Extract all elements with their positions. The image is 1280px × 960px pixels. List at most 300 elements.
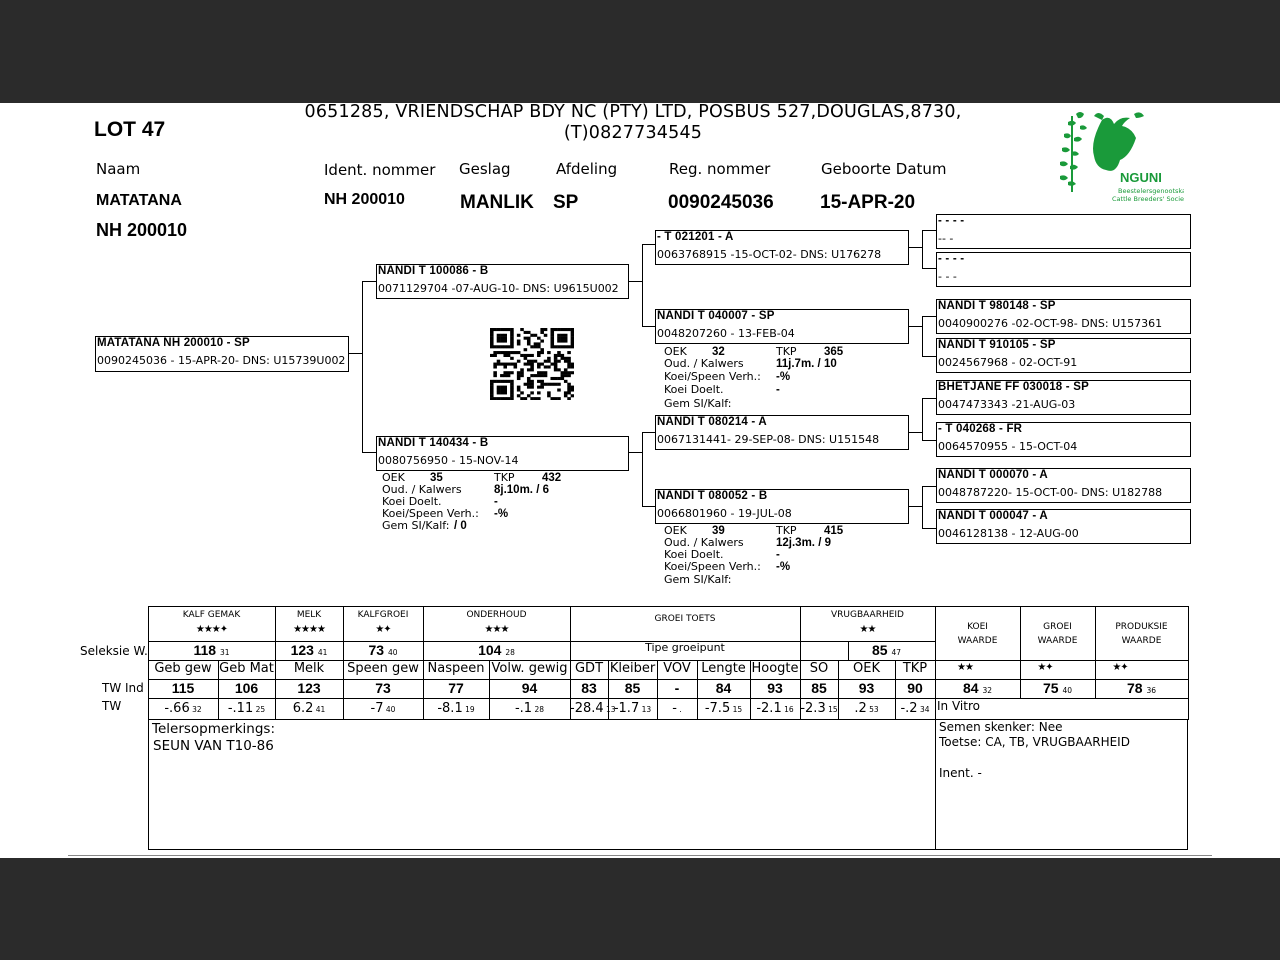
sel-kalfgroei-value: 73 40 <box>368 642 398 658</box>
qr-module <box>517 340 521 343</box>
qr-module <box>530 365 534 368</box>
qr-module <box>540 351 544 354</box>
qr-module <box>550 345 554 348</box>
qr-module <box>527 394 531 397</box>
twind-value: 84 <box>715 680 732 696</box>
col-header-text: TKP <box>902 661 928 676</box>
connector <box>362 452 377 453</box>
qr-module <box>500 337 504 340</box>
qr-module <box>507 328 511 331</box>
qr-module <box>520 371 524 374</box>
qr-module <box>537 363 541 366</box>
qr-module <box>540 386 544 389</box>
qr-module <box>544 360 548 363</box>
qr-module <box>550 337 554 340</box>
twind-value: 85 <box>811 680 827 696</box>
qr-module <box>520 391 524 394</box>
qr-module <box>554 377 558 380</box>
qr-module <box>500 345 504 348</box>
qr-module <box>500 340 504 343</box>
qr-module <box>503 328 507 331</box>
qr-module <box>534 374 538 377</box>
qr-module <box>524 397 528 400</box>
qr-module <box>490 334 494 337</box>
qr-module <box>524 383 528 386</box>
waarde-header-koei <box>935 606 1021 661</box>
qr-module <box>507 363 511 366</box>
label-afdeling: Afdeling <box>556 160 618 178</box>
qr-module <box>510 342 514 345</box>
qr-module <box>571 394 574 397</box>
qr-module <box>530 334 534 337</box>
qr-module <box>557 360 561 363</box>
qr-module <box>550 383 554 386</box>
qr-module <box>547 394 551 397</box>
inent-note: Inent. - <box>939 766 982 780</box>
qr-module <box>571 371 574 374</box>
owner-line-2: (T)0827734545 <box>563 123 703 143</box>
qr-module <box>517 360 521 363</box>
qr-module <box>524 354 528 357</box>
qr-module <box>507 354 511 357</box>
koei-waarde-l1: KOEI <box>967 622 988 632</box>
value-reg: 0090245036 <box>668 192 774 213</box>
qr-module <box>554 365 558 368</box>
qr-module <box>540 328 544 331</box>
qr-module <box>514 351 518 354</box>
prod-waarde-l1: PRODUKSIE <box>1115 622 1168 632</box>
owner-address <box>250 102 1016 144</box>
col-header-text: Geb Mat <box>219 661 274 676</box>
qr-module <box>527 354 531 357</box>
qr-module <box>530 360 534 363</box>
qr-module <box>497 328 501 331</box>
qr-module <box>544 374 548 377</box>
col-header-text: Volw. gewig <box>491 661 568 676</box>
qr-module <box>564 380 568 383</box>
qr-module <box>500 328 504 331</box>
tw-value: -.66 32 <box>164 701 202 716</box>
remarks-divider <box>935 719 936 850</box>
qr-module <box>510 388 514 391</box>
qr-module <box>493 365 497 368</box>
dam-sire-box: NANDI T 080214 - A 0067131441- 29-SEP-08- DNS: U151548 <box>655 415 909 450</box>
label-geboorte: Geboorte Datum <box>821 160 947 178</box>
qr-module <box>493 380 497 383</box>
sel-melk-value: 123 41 <box>290 642 328 658</box>
qr-module <box>571 334 574 337</box>
group-vrug: VRUGBAARHEID <box>830 610 904 620</box>
qr-module <box>567 388 571 391</box>
svg-text:Cattle Breeders' Society: Cattle Breeders' Society <box>1112 195 1184 203</box>
waarde-header-groei <box>1020 606 1096 661</box>
connector <box>642 326 656 327</box>
qr-module <box>500 374 504 377</box>
qr-module <box>510 397 514 400</box>
qr-module <box>537 354 541 357</box>
qr-module <box>497 351 501 354</box>
qr-module <box>567 374 571 377</box>
qr-module <box>490 340 494 343</box>
qr-module <box>524 337 528 340</box>
qr-module <box>554 354 558 357</box>
connector <box>628 281 642 282</box>
qr-module <box>530 397 534 400</box>
qr-module <box>564 371 568 374</box>
qr-module <box>493 345 497 348</box>
qr-module <box>544 383 548 386</box>
qr-module <box>571 328 574 331</box>
connector <box>642 506 656 507</box>
tw-value: -.2 34 <box>900 701 930 716</box>
col-header-text: Speen gew <box>347 661 419 676</box>
qr-module <box>547 360 551 363</box>
connector <box>362 281 377 282</box>
qr-module <box>527 342 531 345</box>
value-geboorte: 15-APR-20 <box>820 192 916 213</box>
qr-module <box>490 331 494 334</box>
qr-module <box>557 388 561 391</box>
twind-value: 93 <box>858 680 875 696</box>
qr-module <box>503 380 507 383</box>
nguni-logo-icon <box>1054 108 1184 204</box>
qr-module <box>510 337 514 340</box>
qr-module <box>534 397 538 400</box>
tw-value: -2.1 16 <box>756 701 794 716</box>
qr-module <box>554 397 558 400</box>
qr-module <box>517 334 521 337</box>
qr-module <box>564 391 568 394</box>
group-kalfgroei: KALFGROEI <box>357 610 409 620</box>
value-ident-2: NH 200010 <box>96 220 188 240</box>
svg-text:Beestelersgenootskap: Beestelersgenootskap <box>1118 187 1184 195</box>
qr-module <box>520 328 524 331</box>
qr-module <box>490 397 494 400</box>
qr-module <box>490 388 494 391</box>
value-afdeling: SP <box>553 192 579 213</box>
twind-value: 77 <box>448 680 464 696</box>
qr-module <box>567 363 571 366</box>
qr-module <box>537 374 541 377</box>
connector <box>922 398 937 399</box>
lot-number: LOT 47 <box>94 118 166 141</box>
connector <box>922 316 923 356</box>
qr-module <box>561 377 565 380</box>
qr-module <box>544 365 548 368</box>
qr-module <box>520 397 524 400</box>
qr-module <box>524 331 528 334</box>
row-label-tw: TW <box>102 699 122 713</box>
col-header-text: Hoogte <box>751 661 799 676</box>
qr-module <box>503 391 507 394</box>
qr-module <box>567 386 571 389</box>
qr-module <box>500 391 504 394</box>
qr-module <box>527 331 531 334</box>
tw-value: 6.2 41 <box>292 701 326 716</box>
connector <box>642 244 643 326</box>
qr-module <box>507 374 511 377</box>
qr-module <box>557 383 561 386</box>
col-header-text: Melk <box>293 661 325 676</box>
qr-module <box>540 383 544 386</box>
qr-module <box>517 371 521 374</box>
group-header-groeitoets <box>570 606 801 642</box>
qr-module <box>550 363 554 366</box>
qr-module <box>503 354 507 357</box>
connector <box>922 486 937 487</box>
qr-module <box>510 371 514 374</box>
qr-module <box>530 363 534 366</box>
qr-module <box>507 345 511 348</box>
qr-module <box>571 386 574 389</box>
sel-vrug-value: 85 47 <box>871 642 901 658</box>
waarde-koei: 84 32 <box>962 680 992 696</box>
qr-module <box>497 337 501 340</box>
remarks-title: Telersopmerkings: <box>152 721 276 737</box>
connector <box>628 452 642 453</box>
qr-module <box>561 345 565 348</box>
qr-module <box>550 334 554 337</box>
qr-module <box>564 368 568 371</box>
qr-module <box>527 363 531 366</box>
dam-stats: OEK 35 TKP 432 Oud. / Kalwers 8j.10m. / 6 Koei Doelt. - Koei/Speen Verh.: -% Gem SI/Kalf: / 0 <box>382 471 562 532</box>
qr-module <box>503 371 507 374</box>
qr-module <box>503 374 507 377</box>
qr-module <box>524 363 528 366</box>
qr-module <box>510 334 514 337</box>
qr-module <box>540 374 544 377</box>
dam-dam-box: NANDI T 080052 - B 0066801960 - 19-JUL-08 <box>655 489 909 524</box>
value-naam: MATATANA <box>96 192 182 209</box>
qr-module <box>500 397 504 400</box>
qr-module <box>510 386 514 389</box>
qr-module <box>527 383 531 386</box>
qr-module <box>571 331 574 334</box>
qr-module <box>554 368 558 371</box>
toetse-note: Toetse: CA, TB, VRUGBAARHEID <box>939 735 1130 749</box>
group-onderhoud: ONDERHOUD <box>466 610 527 620</box>
qr-module <box>550 397 554 400</box>
qr-module <box>500 380 504 383</box>
qr-module <box>567 365 571 368</box>
qr-module <box>554 357 558 360</box>
qr-module <box>517 351 521 354</box>
qr-module <box>493 371 497 374</box>
qr-module <box>564 360 568 363</box>
bottom-rule <box>68 855 1212 856</box>
groei-waarde-l1: GROEI <box>1043 622 1072 632</box>
qr-module <box>571 388 574 391</box>
qr-module <box>520 354 524 357</box>
semen-note: Semen skenker: Nee <box>939 720 1063 734</box>
qr-module <box>537 337 541 340</box>
connector <box>922 230 937 231</box>
twind-value: 94 <box>521 680 538 696</box>
qr-module <box>561 357 565 360</box>
qr-module <box>510 328 514 331</box>
connector <box>908 247 922 248</box>
groei-stars: ★✦ <box>1037 662 1053 673</box>
qr-module <box>550 340 554 343</box>
connector <box>642 432 643 506</box>
qr-code-icon <box>490 328 574 400</box>
waarde-header-produksie <box>1095 606 1189 661</box>
tw-value: -1.7 13 <box>613 701 652 716</box>
qr-module <box>503 388 507 391</box>
qr-module <box>567 328 571 331</box>
qr-module <box>530 380 534 383</box>
qr-module <box>557 340 561 343</box>
qr-module <box>554 360 558 363</box>
twind-value: 85 <box>624 680 641 696</box>
connector <box>922 316 937 317</box>
qr-module <box>557 397 561 400</box>
qr-module <box>490 337 494 340</box>
group-kalf: KALF GEMAK <box>182 610 241 620</box>
stars-vrug: ★★ <box>859 624 876 635</box>
qr-module <box>503 345 507 348</box>
qr-module <box>503 337 507 340</box>
label-reg: Reg. nommer <box>669 160 771 178</box>
tw-value: -28.4 13 <box>570 701 616 716</box>
dam-dam-stats: OEK 39 TKP 415 Oud. / Kalwers 12j.3m. / 9 Koei Doelt. - Koei/Speen Verh.: -% Gem SI/Kalf: <box>664 524 844 586</box>
qr-module <box>534 334 538 337</box>
qr-module <box>571 337 574 340</box>
qr-module <box>500 351 504 354</box>
qr-module <box>527 337 531 340</box>
value-ident: NH 200010 <box>324 191 405 208</box>
qr-module <box>510 340 514 343</box>
connector <box>922 268 937 269</box>
qr-module <box>503 363 507 366</box>
ggp-box: NANDI T 000070 - A 0048787220- 15-OCT-00- DNS: U182788 <box>936 468 1191 503</box>
qr-module <box>517 388 521 391</box>
qr-module <box>564 337 568 340</box>
qr-module <box>497 386 501 389</box>
qr-module <box>527 380 531 383</box>
qr-module <box>497 360 501 363</box>
connector <box>922 486 923 528</box>
ggp-box: NANDI T 980148 - SP 0040900276 -02-OCT-98- DNS: U157361 <box>936 299 1191 334</box>
qr-module <box>547 365 551 368</box>
qr-module <box>497 334 501 337</box>
qr-module <box>520 368 524 371</box>
qr-module <box>510 383 514 386</box>
qr-module <box>503 340 507 343</box>
qr-module <box>517 394 521 397</box>
connector <box>642 244 656 245</box>
qr-module <box>497 345 501 348</box>
koei-stars: ★★ <box>957 662 973 673</box>
qr-module <box>527 360 531 363</box>
qr-module <box>557 377 561 380</box>
qr-module <box>493 328 497 331</box>
qr-module <box>554 345 558 348</box>
qr-module <box>567 391 571 394</box>
ggp-box: - - - - -- - <box>936 214 1191 249</box>
connector <box>922 398 923 440</box>
qr-module <box>537 351 541 354</box>
qr-module <box>544 334 548 337</box>
col-header-text: GDT <box>574 661 604 676</box>
qr-module <box>550 342 554 345</box>
twind-value: 73 <box>375 680 391 696</box>
qr-module <box>530 383 534 386</box>
qr-module <box>497 397 501 400</box>
qr-module <box>564 334 568 337</box>
qr-module <box>557 345 561 348</box>
connector <box>908 432 922 433</box>
twind-value: 83 <box>581 680 597 696</box>
qr-module <box>571 340 574 343</box>
connector <box>642 432 656 433</box>
groei-waarde-l2: WAARDE <box>1037 636 1078 646</box>
qr-module <box>530 386 534 389</box>
connector <box>922 356 937 357</box>
row-label-seleksie: Seleksie W. <box>80 644 148 658</box>
stars-kalf: ★★★✦ <box>195 624 228 635</box>
qr-module <box>490 342 494 345</box>
qr-module <box>537 397 541 400</box>
qr-module <box>554 383 558 386</box>
qr-module <box>557 351 561 354</box>
qr-module <box>503 334 507 337</box>
qr-module <box>500 363 504 366</box>
connector <box>362 281 363 452</box>
qr-module <box>567 345 571 348</box>
qr-module <box>497 388 501 391</box>
qr-module <box>554 363 558 366</box>
qr-module <box>510 351 514 354</box>
qr-module <box>567 360 571 363</box>
qr-module <box>527 368 531 371</box>
group-melk: MELK <box>296 610 322 620</box>
qr-module <box>564 345 568 348</box>
tw-value: -.11 25 <box>227 701 266 716</box>
qr-module <box>493 363 497 366</box>
qr-code <box>490 328 574 400</box>
connector <box>922 528 937 529</box>
ggp-box: BHETJANE FF 030018 - SP 0047473343 -21-AUG-03 <box>936 380 1191 415</box>
qr-module <box>564 394 568 397</box>
qr-module <box>554 328 558 331</box>
prod-stars: ★✦ <box>1112 662 1128 673</box>
qr-module <box>500 388 504 391</box>
connector <box>908 506 922 507</box>
qr-module <box>500 334 504 337</box>
qr-module <box>510 363 514 366</box>
qr-module <box>530 391 534 394</box>
qr-module <box>514 363 518 366</box>
qr-module <box>534 342 538 345</box>
qr-module <box>530 354 534 357</box>
qr-module <box>567 357 571 360</box>
qr-module <box>564 340 568 343</box>
twind-value: 93 <box>767 680 783 696</box>
waarde-groei: 75 40 <box>1042 680 1072 696</box>
qr-module <box>537 345 541 348</box>
col-header-text: OEK <box>853 661 880 676</box>
sel-kalf-value: 118 31 <box>193 642 230 658</box>
qr-module <box>530 368 534 371</box>
col-header-text: Geb gew <box>154 661 212 676</box>
qr-module <box>510 391 514 394</box>
qr-module <box>550 377 554 380</box>
qr-module <box>493 374 497 377</box>
sire-dam-stats: OEK 32 TKP 365 Oud. / Kalwers 11j.7m. / 10 Koei/Speen Verh.: -% Koei Doelt. - Gem SI/Kalf: <box>664 345 844 410</box>
col-header-text: Lengte <box>701 661 746 676</box>
tw-value: .2 53 <box>854 701 879 716</box>
